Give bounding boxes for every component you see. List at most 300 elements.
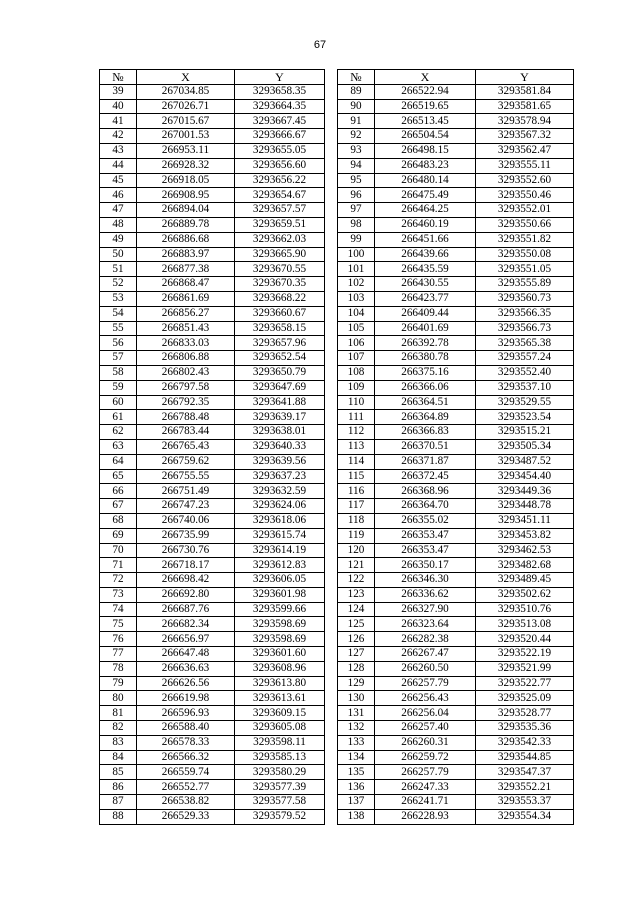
column-gap [325,425,338,440]
cell-x-right: 266522.94 [375,84,476,99]
cell-x-left: 266886.68 [137,232,235,247]
cell-x-left: 266647.48 [137,647,235,662]
cell-x-right: 266423.77 [375,291,476,306]
cell-x-right: 266228.93 [375,809,476,824]
cell-x-left: 266751.49 [137,484,235,499]
cell-y-right: 3293550.08 [476,247,574,262]
cell-y-right: 3293581.65 [476,99,574,114]
column-gap [325,439,338,454]
cell-y-left: 3293652.54 [235,351,325,366]
cell-number-right: 122 [338,573,375,588]
cell-x-left: 266833.03 [137,336,235,351]
cell-x-right: 266364.89 [375,410,476,425]
table-row [100,247,574,262]
cell-number-right: 89 [338,84,375,99]
cell-y-left: 3293656.60 [235,158,325,173]
column-gap [325,143,338,158]
cell-y-right: 3293544.85 [476,750,574,765]
cell-number-left: 65 [100,469,137,484]
cell-y-right: 3293510.76 [476,602,574,617]
cell-y-left: 3293658.35 [235,84,325,99]
cell-y-left: 3293598.11 [235,735,325,750]
table-row [100,365,574,380]
cell-number-left: 53 [100,291,137,306]
cell-number-right: 117 [338,499,375,514]
cell-x-left: 266894.04 [137,203,235,218]
cell-x-right: 266460.19 [375,217,476,232]
column-gap [325,735,338,750]
cell-x-left: 266797.58 [137,380,235,395]
cell-number-right: 121 [338,558,375,573]
cell-number-left: 85 [100,765,137,780]
column-gap [325,395,338,410]
cell-number-left: 58 [100,365,137,380]
table-row [100,277,574,292]
cell-x-right: 266256.04 [375,706,476,721]
cell-x-left: 266806.88 [137,351,235,366]
cell-x-left: 266578.33 [137,735,235,750]
header-x-right: X [375,70,476,85]
table-row [100,528,574,543]
table-row [100,721,574,736]
cell-x-right: 266355.02 [375,513,476,528]
cell-number-right: 96 [338,188,375,203]
cell-x-left: 266588.40 [137,721,235,736]
cell-x-left: 266883.97 [137,247,235,262]
table-row [100,143,574,158]
cell-x-left: 266908.95 [137,188,235,203]
column-gap [325,558,338,573]
cell-x-right: 266435.59 [375,262,476,277]
cell-number-left: 41 [100,114,137,129]
cell-x-right: 266350.17 [375,558,476,573]
column-gap [325,528,338,543]
table-row [100,99,574,114]
cell-y-right: 3293454.40 [476,469,574,484]
cell-x-left: 266566.32 [137,750,235,765]
table-header [100,70,574,85]
cell-number-right: 111 [338,410,375,425]
cell-number-right: 98 [338,217,375,232]
table-row [100,454,574,469]
cell-y-right: 3293521.99 [476,661,574,676]
cell-y-left: 3293670.55 [235,262,325,277]
cell-number-right: 113 [338,439,375,454]
table-row [100,425,574,440]
cell-number-right: 134 [338,750,375,765]
table-row [100,217,574,232]
cell-y-left: 3293665.90 [235,247,325,262]
cell-y-left: 3293638.01 [235,425,325,440]
column-gap [325,365,338,380]
column-gap [325,573,338,588]
cell-x-left: 266861.69 [137,291,235,306]
table-body [100,84,574,824]
cell-y-left: 3293667.45 [235,114,325,129]
cell-number-right: 125 [338,617,375,632]
cell-number-left: 46 [100,188,137,203]
cell-number-left: 49 [100,232,137,247]
cell-number-right: 116 [338,484,375,499]
cell-number-right: 127 [338,647,375,662]
table-row [100,587,574,602]
cell-number-right: 120 [338,543,375,558]
cell-number-right: 135 [338,765,375,780]
column-gap [325,173,338,188]
cell-x-right: 266336.62 [375,587,476,602]
cell-y-right: 3293567.32 [476,129,574,144]
cell-x-right: 266260.50 [375,661,476,676]
cell-number-right: 123 [338,587,375,602]
table-row [100,617,574,632]
cell-y-left: 3293650.79 [235,365,325,380]
cell-number-left: 57 [100,351,137,366]
cell-x-left: 266718.17 [137,558,235,573]
cell-x-left: 266856.27 [137,306,235,321]
table-row [100,543,574,558]
column-gap [325,203,338,218]
cell-number-left: 45 [100,173,137,188]
cell-y-left: 3293608.96 [235,661,325,676]
table-row [100,203,574,218]
cell-number-left: 74 [100,602,137,617]
column-gap [325,70,338,85]
table-row [100,173,574,188]
cell-number-right: 105 [338,321,375,336]
cell-x-left: 266759.62 [137,454,235,469]
column-gap [325,321,338,336]
table-row [100,158,574,173]
cell-y-left: 3293662.03 [235,232,325,247]
cell-number-left: 63 [100,439,137,454]
cell-x-right: 266260.31 [375,735,476,750]
cell-number-right: 138 [338,809,375,824]
table-row [100,291,574,306]
cell-x-right: 266241.71 [375,795,476,810]
cell-number-left: 55 [100,321,137,336]
cell-y-left: 3293585.13 [235,750,325,765]
table-row [100,661,574,676]
cell-x-right: 266353.47 [375,543,476,558]
cell-x-left: 267001.53 [137,129,235,144]
cell-y-left: 3293668.22 [235,291,325,306]
cell-y-left: 3293639.56 [235,454,325,469]
cell-y-right: 3293448.78 [476,499,574,514]
cell-x-left: 266928.32 [137,158,235,173]
column-gap [325,691,338,706]
column-gap [325,632,338,647]
cell-number-left: 77 [100,647,137,662]
cell-x-left: 266740.06 [137,513,235,528]
cell-y-right: 3293550.46 [476,188,574,203]
cell-y-left: 3293598.69 [235,632,325,647]
cell-x-left: 266783.44 [137,425,235,440]
cell-y-left: 3293599.66 [235,602,325,617]
cell-number-left: 84 [100,750,137,765]
cell-y-left: 3293612.83 [235,558,325,573]
cell-y-right: 3293505.34 [476,439,574,454]
cell-number-right: 132 [338,721,375,736]
cell-y-left: 3293614.19 [235,543,325,558]
cell-number-left: 79 [100,676,137,691]
cell-number-left: 86 [100,780,137,795]
cell-y-left: 3293659.51 [235,217,325,232]
cell-y-right: 3293523.54 [476,410,574,425]
cell-number-left: 81 [100,706,137,721]
column-gap [325,217,338,232]
cell-x-right: 266257.79 [375,676,476,691]
column-gap [325,721,338,736]
cell-y-right: 3293522.19 [476,647,574,662]
table-row [100,750,574,765]
cell-number-left: 43 [100,143,137,158]
cell-x-left: 266889.78 [137,217,235,232]
cell-x-right: 266256.43 [375,691,476,706]
column-gap [325,277,338,292]
column-gap [325,750,338,765]
cell-y-left: 3293601.98 [235,587,325,602]
column-gap [325,706,338,721]
cell-y-right: 3293462.53 [476,543,574,558]
cell-x-right: 266483.23 [375,158,476,173]
cell-y-left: 3293664.35 [235,99,325,114]
column-gap [325,336,338,351]
cell-y-right: 3293554.34 [476,809,574,824]
cell-number-right: 131 [338,706,375,721]
cell-number-right: 126 [338,632,375,647]
cell-x-right: 266259.72 [375,750,476,765]
column-gap [325,351,338,366]
cell-number-left: 54 [100,306,137,321]
header-x-left: X [137,70,235,85]
column-gap [325,602,338,617]
cell-y-left: 3293639.17 [235,410,325,425]
cell-number-right: 104 [338,306,375,321]
cell-number-left: 73 [100,587,137,602]
table-row [100,439,574,454]
cell-number-left: 75 [100,617,137,632]
column-gap [325,809,338,824]
cell-number-left: 70 [100,543,137,558]
cell-x-right: 266247.33 [375,780,476,795]
cell-number-left: 59 [100,380,137,395]
cell-x-left: 267015.67 [137,114,235,129]
cell-y-right: 3293560.73 [476,291,574,306]
table-row [100,380,574,395]
cell-y-right: 3293547.37 [476,765,574,780]
table-row [100,513,574,528]
cell-x-left: 266918.05 [137,173,235,188]
cell-number-right: 97 [338,203,375,218]
column-gap [325,380,338,395]
cell-number-left: 88 [100,809,137,824]
column-gap [325,780,338,795]
cell-y-left: 3293613.80 [235,676,325,691]
cell-x-right: 266364.70 [375,499,476,514]
cell-number-right: 130 [338,691,375,706]
cell-number-left: 66 [100,484,137,499]
cell-number-right: 99 [338,232,375,247]
cell-number-left: 71 [100,558,137,573]
column-gap [325,795,338,810]
header-row [100,70,574,85]
column-gap [325,114,338,129]
cell-y-right: 3293581.84 [476,84,574,99]
cell-y-right: 3293522.77 [476,676,574,691]
table-row [100,706,574,721]
coordinates-table [99,69,574,825]
cell-x-right: 266504.54 [375,129,476,144]
cell-number-left: 72 [100,573,137,588]
cell-y-right: 3293565.38 [476,336,574,351]
table-row [100,809,574,824]
cell-number-right: 95 [338,173,375,188]
cell-y-right: 3293451.11 [476,513,574,528]
cell-y-right: 3293515.21 [476,425,574,440]
cell-x-right: 266451.66 [375,232,476,247]
cell-y-left: 3293601.60 [235,647,325,662]
cell-number-right: 91 [338,114,375,129]
table-row [100,632,574,647]
cell-number-left: 50 [100,247,137,262]
cell-y-left: 3293670.35 [235,277,325,292]
cell-x-right: 266371.87 [375,454,476,469]
table-row [100,306,574,321]
cell-y-left: 3293666.67 [235,129,325,144]
cell-number-right: 133 [338,735,375,750]
cell-number-left: 39 [100,84,137,99]
cell-number-left: 80 [100,691,137,706]
cell-number-left: 42 [100,129,137,144]
cell-y-right: 3293551.82 [476,232,574,247]
header-y-right: Y [476,70,574,85]
column-gap [325,454,338,469]
cell-x-right: 266498.15 [375,143,476,158]
cell-number-right: 103 [338,291,375,306]
table-row [100,410,574,425]
cell-x-left: 266735.99 [137,528,235,543]
table-row [100,351,574,366]
cell-y-right: 3293578.94 [476,114,574,129]
column-gap [325,765,338,780]
cell-y-right: 3293535.36 [476,721,574,736]
cell-x-right: 266430.55 [375,277,476,292]
cell-number-left: 60 [100,395,137,410]
cell-x-right: 266392.78 [375,336,476,351]
cell-y-right: 3293562.47 [476,143,574,158]
cell-x-right: 266372.45 [375,469,476,484]
column-gap [325,158,338,173]
column-gap [325,587,338,602]
cell-x-left: 266538.82 [137,795,235,810]
table-row [100,558,574,573]
cell-x-right: 266364.51 [375,395,476,410]
table-row [100,735,574,750]
table-row [100,469,574,484]
cell-y-right: 3293537.10 [476,380,574,395]
cell-y-right: 3293529.55 [476,395,574,410]
table-row [100,602,574,617]
cell-x-left: 266552.77 [137,780,235,795]
cell-number-left: 82 [100,721,137,736]
cell-x-right: 266439.66 [375,247,476,262]
page-number: 67 [313,39,327,51]
header-number-right: № [338,70,375,85]
cell-x-left: 266953.11 [137,143,235,158]
table-row [100,232,574,247]
cell-number-right: 102 [338,277,375,292]
column-gap [325,247,338,262]
cell-x-left: 266529.33 [137,809,235,824]
cell-x-right: 266327.90 [375,602,476,617]
cell-y-right: 3293557.24 [476,351,574,366]
table-row [100,780,574,795]
cell-y-left: 3293658.15 [235,321,325,336]
cell-y-left: 3293577.39 [235,780,325,795]
header-y-left: Y [235,70,325,85]
cell-number-right: 100 [338,247,375,262]
cell-y-right: 3293553.37 [476,795,574,810]
table-row [100,336,574,351]
cell-y-right: 3293482.68 [476,558,574,573]
cell-y-right: 3293525.09 [476,691,574,706]
table-row [100,676,574,691]
column-gap [325,232,338,247]
cell-y-right: 3293552.40 [476,365,574,380]
column-gap [325,499,338,514]
cell-y-left: 3293605.08 [235,721,325,736]
cell-number-right: 108 [338,365,375,380]
cell-number-left: 48 [100,217,137,232]
cell-x-left: 266596.93 [137,706,235,721]
column-gap [325,99,338,114]
cell-x-left: 266692.80 [137,587,235,602]
table-row [100,795,574,810]
cell-y-left: 3293577.58 [235,795,325,810]
cell-x-right: 266267.47 [375,647,476,662]
cell-number-right: 106 [338,336,375,351]
cell-number-right: 128 [338,661,375,676]
cell-y-right: 3293489.45 [476,573,574,588]
cell-x-right: 266401.69 [375,321,476,336]
cell-x-left: 266626.56 [137,676,235,691]
cell-y-left: 3293606.05 [235,573,325,588]
cell-x-right: 266257.79 [375,765,476,780]
cell-y-right: 3293552.21 [476,780,574,795]
table-row [100,395,574,410]
cell-number-right: 136 [338,780,375,795]
cell-number-left: 51 [100,262,137,277]
cell-number-right: 137 [338,795,375,810]
cell-number-right: 129 [338,676,375,691]
cell-y-left: 3293660.67 [235,306,325,321]
column-gap [325,188,338,203]
cell-x-left: 266877.38 [137,262,235,277]
cell-x-left: 266788.48 [137,410,235,425]
cell-x-left: 266559.74 [137,765,235,780]
cell-number-right: 110 [338,395,375,410]
cell-x-right: 266323.64 [375,617,476,632]
cell-x-right: 266519.65 [375,99,476,114]
cell-y-left: 3293598.69 [235,617,325,632]
cell-number-left: 76 [100,632,137,647]
cell-y-right: 3293551.05 [476,262,574,277]
cell-x-right: 266346.30 [375,573,476,588]
cell-number-left: 87 [100,795,137,810]
cell-y-left: 3293641.88 [235,395,325,410]
cell-number-left: 68 [100,513,137,528]
cell-y-right: 3293449.36 [476,484,574,499]
